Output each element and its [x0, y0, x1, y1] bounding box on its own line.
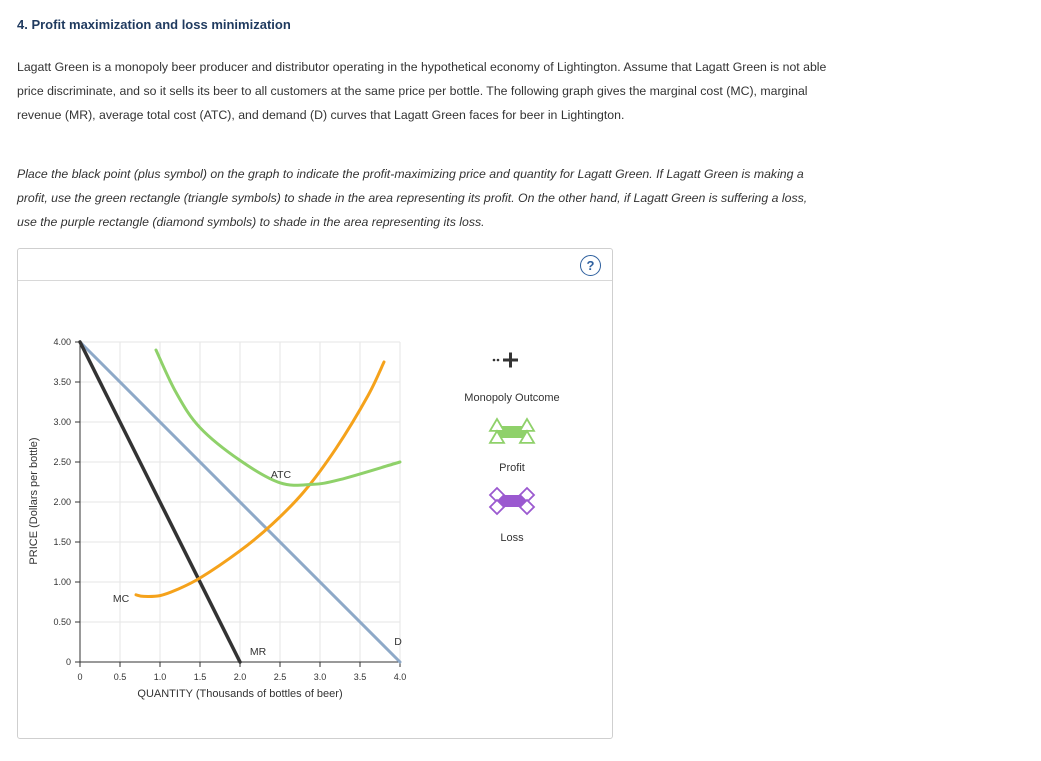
y-tick-label: 3.00: [53, 417, 71, 427]
graph-panel: [17, 248, 613, 739]
intro-line: price discriminate, and so it sells its beer to all customers at the same price per bottle. The following graph gives the marginal cost (MC), marginal: [17, 84, 808, 98]
x-tick-label: 0.5: [113, 672, 127, 682]
intro-line: revenue (MR), average total cost (ATC), and demand (D) curves that Lagatt Green faces for beer in Lightington.: [17, 108, 625, 122]
loss-label: Loss: [500, 532, 524, 544]
atc-label: ATC: [270, 469, 292, 481]
mc-label: MC: [112, 593, 130, 605]
x-tick-label: 0: [77, 672, 83, 682]
y-tick-label: 1.50: [53, 537, 71, 547]
loss-rectangle-tool[interactable]: [490, 488, 534, 514]
tool-dot: [493, 359, 496, 362]
triangle-icon: [520, 419, 534, 431]
monopoly-outcome-label: Monopoly Outcome: [464, 392, 560, 404]
help-button[interactable]: ?: [580, 255, 601, 276]
x-axis-label: QUANTITY (Thousands of bottles of beer): [137, 688, 343, 700]
y-tick-label: 2.50: [53, 457, 71, 467]
instruction-line: Place the black point (plus symbol) on the graph to indicate the profit-maximizing price and quantity for Lagatt Green. If Lagatt Green is making a: [17, 167, 804, 181]
profit-rectangle-tool[interactable]: [490, 419, 534, 443]
y-tick-label: 0.50: [53, 617, 71, 627]
x-tick-label: 3.5: [353, 672, 367, 682]
axes: [53, 337, 406, 682]
intro-line: Lagatt Green is a monopoly beer producer and distributor operating in the hypothetical economy of Lightington. Assume that Lagatt Green is not able: [17, 60, 827, 74]
x-tick-label: 1.5: [193, 672, 207, 682]
question-intro: [17, 55, 977, 127]
triangle-icon: [490, 419, 504, 431]
x-tick-label: 4.0: [393, 672, 407, 682]
y-tick-label: 3.50: [53, 377, 71, 387]
graph-svg: [18, 249, 612, 738]
mr-label: MR: [249, 646, 267, 658]
atc-curve: [156, 350, 400, 485]
tool-dot: [497, 359, 500, 362]
instruction-line: profit, use the green rectangle (triangle symbols) to shade in the area representing its profit. On the other hand, if Lagatt Green is suffering a loss,: [17, 191, 808, 205]
monopoly-outcome-tool[interactable]: [493, 353, 518, 368]
y-tick-label: 4.00: [53, 337, 71, 347]
instruction-line: use the purple rectangle (diamond symbols) to shade in the area representing its loss.: [17, 215, 485, 229]
y-tick-label: 0: [65, 657, 71, 667]
y-tick-label: 1.00: [53, 577, 71, 587]
x-tick-label: 3.0: [313, 672, 327, 682]
y-tick-label: 2.00: [53, 497, 71, 507]
question-instructions: [17, 162, 977, 234]
question-heading: 4. Profit maximization and loss minimization: [17, 17, 291, 32]
x-tick-label: 1.0: [153, 672, 167, 682]
x-tick-label: 2.0: [233, 672, 247, 682]
demand-label: D: [394, 636, 402, 648]
x-tick-label: 2.5: [273, 672, 287, 682]
y-axis-label: PRICE (Dollars per bottle): [28, 437, 40, 565]
profit-label: Profit: [499, 462, 525, 474]
